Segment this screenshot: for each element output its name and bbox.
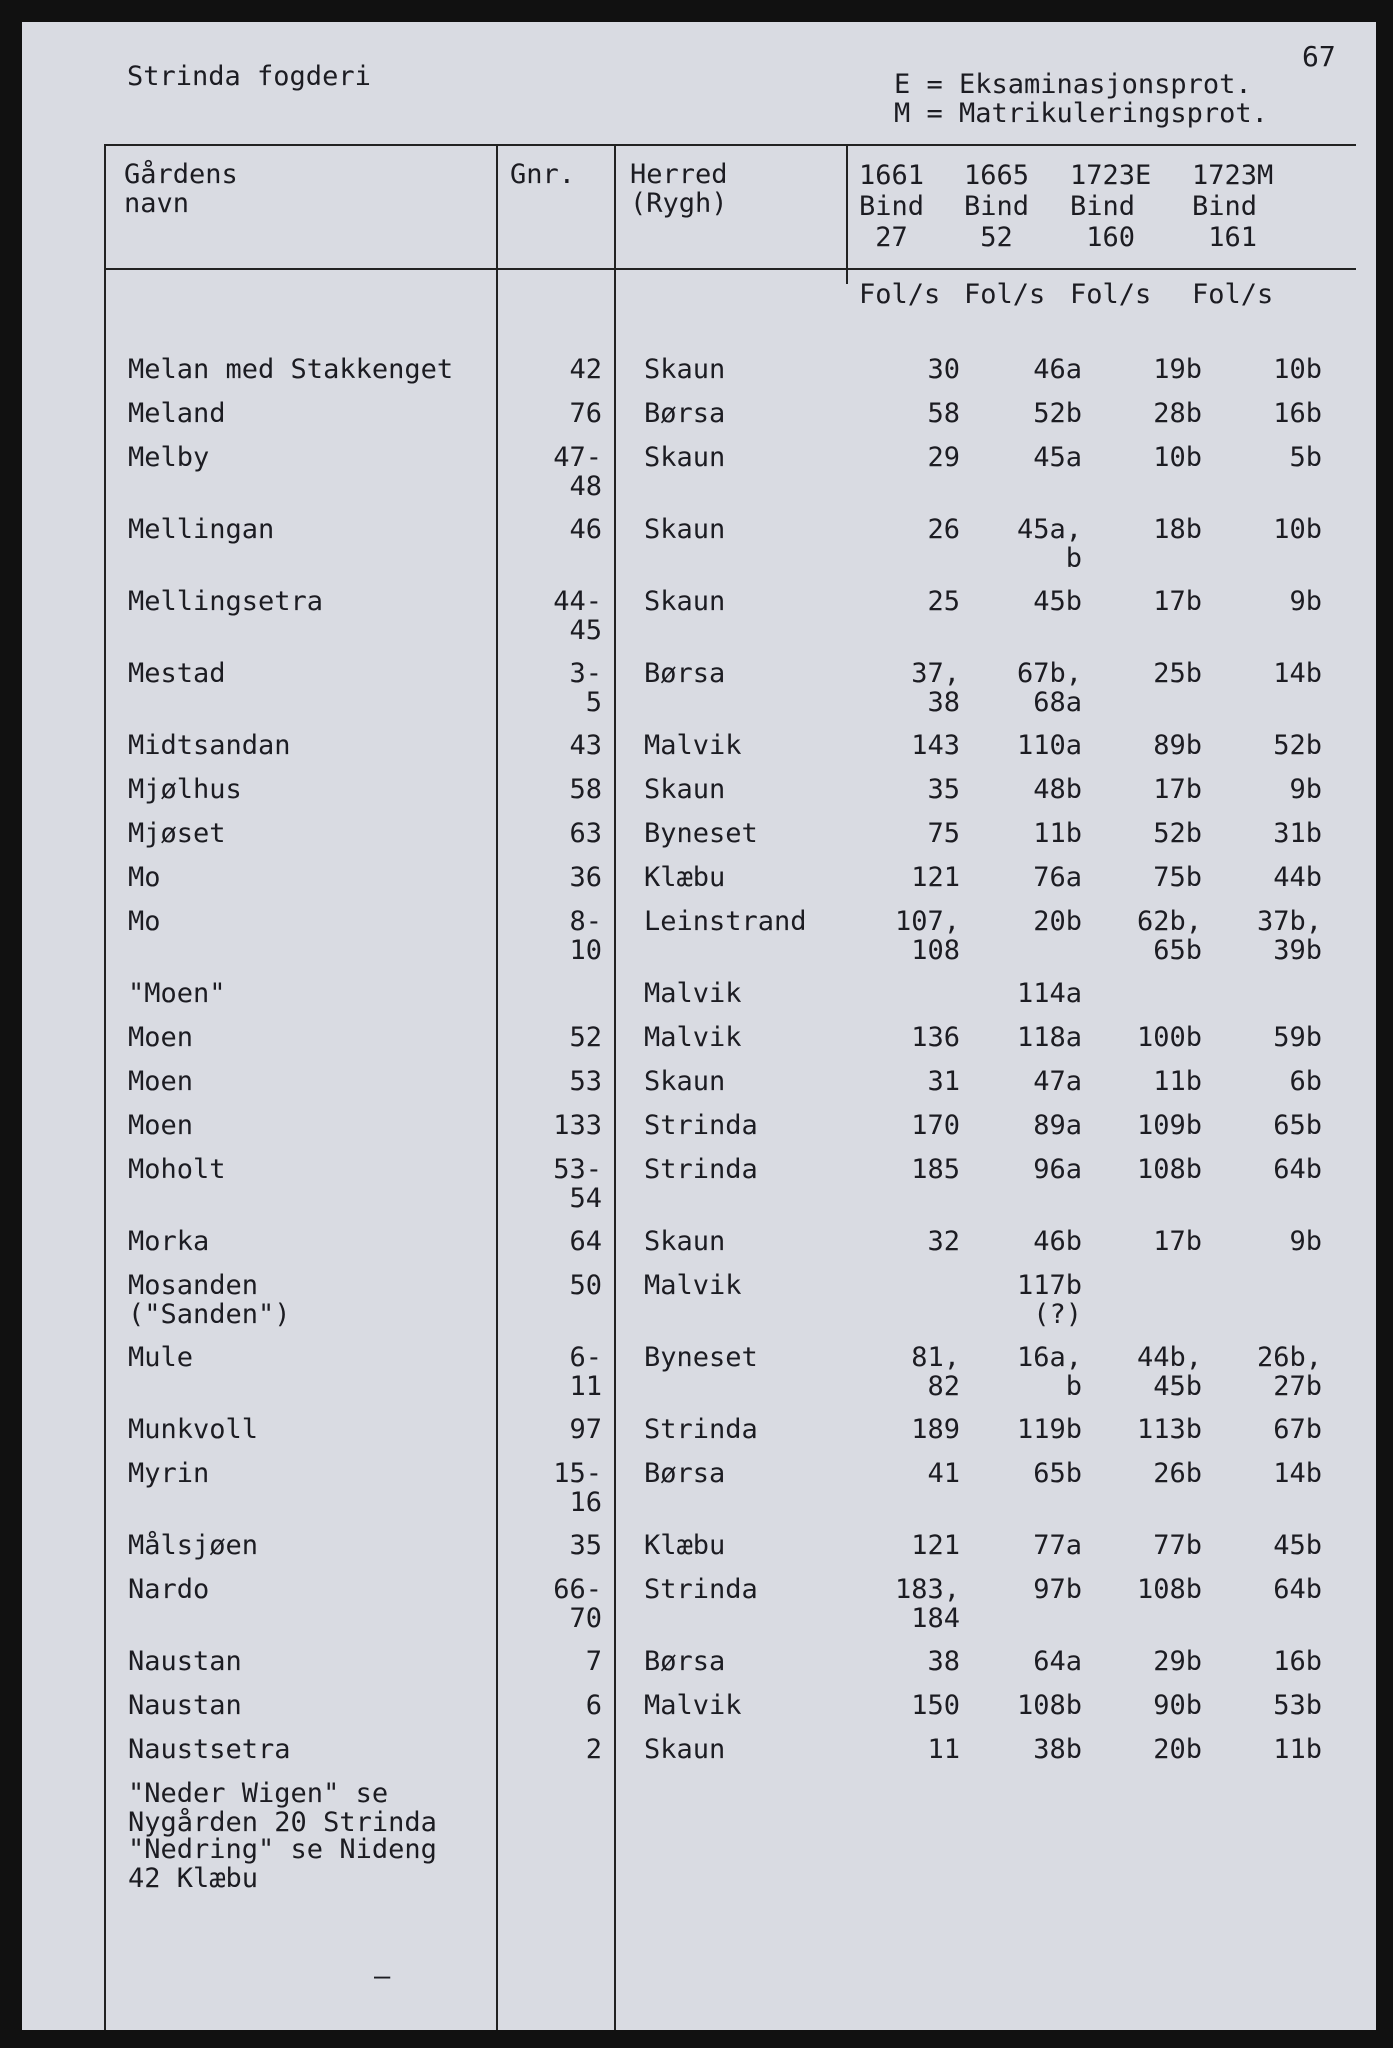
cell-gnr: 53 <box>569 1066 602 1097</box>
cell-herred: Børsa <box>644 658 726 689</box>
cell-gnr: 70 <box>569 1603 602 1634</box>
page-number: 67 <box>1302 40 1336 73</box>
cell-herred: Byneset <box>644 1342 758 1373</box>
cell-herred: Skaun <box>644 586 726 617</box>
header-1723m-number: 161 <box>1208 222 1258 253</box>
cell-fol-1661: 183, <box>894 1574 960 1605</box>
cell-fol-1665: 47a <box>1033 1066 1082 1097</box>
header-1723e-year: 1723E <box>1070 160 1152 191</box>
cell-fol-1723m: 6b <box>1289 1066 1322 1097</box>
cell-fol-1661: 184 <box>911 1603 960 1634</box>
cell-gnr: 64 <box>569 1226 602 1257</box>
cell-fol-1723e: 113b <box>1136 1414 1202 1445</box>
cell-fol-1661: 185 <box>911 1154 960 1185</box>
cell-fol-1665: 110a <box>1016 730 1082 761</box>
subheader-fol-1665: Fol/s <box>964 279 1046 310</box>
cell-fol-1661: 38 <box>927 687 960 718</box>
cell-fol-1661: 136 <box>911 1022 960 1053</box>
cell-fol-1723m: 64b <box>1273 1154 1322 1185</box>
cell-fol-1665: 64a <box>1033 1646 1082 1677</box>
cell-fol-1723m: 11b <box>1273 1734 1322 1765</box>
cell-gnr: 47- <box>553 442 602 473</box>
cell-fol-1723e: 77b <box>1153 1530 1202 1561</box>
header-1723m-bind: Bind <box>1192 191 1258 222</box>
cell-gnr: 43 <box>569 730 602 761</box>
cell-fol-1661: 37, <box>911 658 960 689</box>
cell-gnr: 46 <box>569 514 602 545</box>
header-1661-year: 1661 <box>859 160 925 191</box>
cell-fol-1661: 170 <box>911 1110 960 1141</box>
cell-name: Mo <box>128 906 161 937</box>
cell-fol-1665: 20b <box>1033 906 1082 937</box>
cell-gnr: 48 <box>569 471 602 502</box>
cell-fol-1723e: 17b <box>1153 774 1202 805</box>
cell-gnr: 50 <box>569 1270 602 1301</box>
cell-name: Naustan <box>128 1690 242 1721</box>
header-herred <box>630 160 728 218</box>
cell-gnr: 63 <box>569 818 602 849</box>
cell-herred: Skaun <box>644 774 726 805</box>
table-top-rule <box>104 144 1356 146</box>
cell-fol-1665: 76a <box>1033 862 1082 893</box>
cell-fol-1723e: 108b <box>1136 1574 1202 1605</box>
cell-herred: Strinda <box>644 1574 758 1605</box>
cell-fol-1661: 29 <box>927 442 960 473</box>
cell-herred: Strinda <box>644 1414 758 1445</box>
cell-name: Mule <box>128 1342 194 1373</box>
cell-fol-1661: 58 <box>927 398 960 429</box>
cell-gnr: 42 <box>569 354 602 385</box>
cell-herred: Børsa <box>644 398 726 429</box>
cell-fol-1723m: 10b <box>1273 514 1322 545</box>
cell-fol-1661: 30 <box>927 354 960 385</box>
cell-herred: Skaun <box>644 1734 726 1765</box>
cell-fol-1665: 65b <box>1033 1458 1082 1489</box>
cell-name: Mo <box>128 862 161 893</box>
cell-name: Mellingsetra <box>128 586 324 617</box>
cell-name: Moholt <box>128 1154 226 1185</box>
cell-fol-1665: 117b <box>1016 1270 1082 1301</box>
cell-fol-1665: 45a <box>1033 442 1082 473</box>
cell-name: Mjølhus <box>128 774 242 805</box>
cell-fol-1723m: 9b <box>1289 586 1322 617</box>
cell-herred: Byneset <box>644 818 758 849</box>
col-rule-folio <box>846 144 848 284</box>
cell-herred: Leinstrand <box>644 906 807 937</box>
cell-fol-1665: 48b <box>1033 774 1082 805</box>
cell-fol-1665: (?) <box>1033 1299 1082 1330</box>
cell-fol-1661: 189 <box>911 1414 960 1445</box>
cell-fol-1723e: 100b <box>1136 1022 1202 1053</box>
cell-fol-1661: 107, <box>894 906 960 937</box>
cell-fol-1665: 45a, <box>1016 514 1082 545</box>
cell-fol-1723e: 19b <box>1153 354 1202 385</box>
cell-fol-1661: 38 <box>927 1646 960 1677</box>
cell-gnr: 6 <box>585 1690 602 1721</box>
document-page <box>22 22 1376 2030</box>
cell-fol-1661: 121 <box>911 1530 960 1561</box>
cell-fol-1723m: 31b <box>1273 818 1322 849</box>
cell-name: Moen <box>128 1066 194 1097</box>
cell-fol-1723e: 109b <box>1136 1110 1202 1141</box>
cell-herred: Skaun <box>644 442 726 473</box>
header-1665-year: 1665 <box>964 160 1030 191</box>
cell-fol-1665: 68a <box>1033 687 1082 718</box>
cell-fol-1723m: 10b <box>1273 354 1322 385</box>
cell-name: Melan med Stakkenget <box>128 354 454 385</box>
cell-gnr: 3- <box>569 658 602 689</box>
cell-fol-1665: 45b <box>1033 586 1082 617</box>
cell-fol-1723m: 37b, <box>1256 906 1322 937</box>
cell-herred: Børsa <box>644 1458 726 1489</box>
cell-fol-1723m: 64b <box>1273 1574 1322 1605</box>
col-rule-gnr <box>496 144 498 2030</box>
dash-mark: – <box>374 1961 391 1992</box>
table-left-rule <box>104 144 106 2030</box>
cell-name: Naustsetra <box>128 1734 291 1765</box>
cell-fol-1723m: 14b <box>1273 1458 1322 1489</box>
header-1723m-year: 1723M <box>1192 160 1274 191</box>
cell-gnr: 76 <box>569 398 602 429</box>
cell-herred: Skaun <box>644 514 726 545</box>
cell-gnr: 97 <box>569 1414 602 1445</box>
header-name-line-2: navn <box>124 188 190 219</box>
cell-herred: Klæbu <box>644 862 726 893</box>
cell-fol-1723e: 45b <box>1153 1371 1202 1402</box>
cell-fol-1723e: 44b, <box>1136 1342 1202 1373</box>
cell-fol-1665: 11b <box>1033 818 1082 849</box>
cell-fol-1665: 118a <box>1016 1022 1082 1053</box>
cell-fol-1723m: 45b <box>1273 1530 1322 1561</box>
header-1665 <box>964 160 1029 253</box>
cell-fol-1665: 108b <box>1016 1690 1082 1721</box>
cell-fol-1665: 89a <box>1033 1110 1082 1141</box>
cell-herred: Strinda <box>644 1154 758 1185</box>
header-1661 <box>859 160 924 253</box>
cell-name: Mestad <box>128 658 226 689</box>
cell-name: ("Sanden") <box>128 1299 291 1330</box>
cell-fol-1665: 119b <box>1016 1414 1082 1445</box>
cell-fol-1723m: 39b <box>1273 935 1322 966</box>
cell-fol-1723e: 10b <box>1153 442 1202 473</box>
cell-fol-1665: b <box>1065 1371 1082 1402</box>
cell-fol-1723m: 53b <box>1273 1690 1322 1721</box>
header-1723e-bind: Bind <box>1070 191 1136 222</box>
cell-fol-1723m: 16b <box>1273 1646 1322 1677</box>
cell-name: Mjøset <box>128 818 226 849</box>
cell-fol-1665: 46a <box>1033 354 1082 385</box>
cell-fol-1723e: 75b <box>1153 862 1202 893</box>
cell-gnr: 16 <box>569 1487 602 1518</box>
cell-herred: Børsa <box>644 1646 726 1677</box>
cell-fol-1665: 67b, <box>1016 658 1082 689</box>
header-1665-bind: Bind <box>964 191 1030 222</box>
cell-gnr: 54 <box>569 1183 602 1214</box>
cell-fol-1723e: 17b <box>1153 1226 1202 1257</box>
cell-herred: Strinda <box>644 1110 758 1141</box>
header-herred-line-1: Herred <box>630 159 728 190</box>
cell-name: Moen <box>128 1022 194 1053</box>
cell-name: Nardo <box>128 1574 210 1605</box>
cell-fol-1723m: 65b <box>1273 1110 1322 1141</box>
header-name <box>124 160 238 218</box>
cell-herred: Malvik <box>644 1270 742 1301</box>
cell-fol-1723e: 28b <box>1153 398 1202 429</box>
cell-fol-1723e: 52b <box>1153 818 1202 849</box>
cell-name: Mosanden <box>128 1270 259 1301</box>
cell-gnr: 10 <box>569 935 602 966</box>
subheader-fol-1723e: Fol/s <box>1070 279 1152 310</box>
cell-name: Målsjøen <box>128 1530 259 1561</box>
cell-fol-1661: 35 <box>927 774 960 805</box>
cell-herred: Malvik <box>644 1690 742 1721</box>
cell-fol-1661: 11 <box>927 1734 960 1765</box>
header-left: Strinda fogderi <box>127 61 371 92</box>
cell-gnr: 11 <box>569 1371 602 1402</box>
header-1665-number: 52 <box>980 222 1013 253</box>
cell-fol-1665: 114a <box>1016 978 1082 1009</box>
cell-fol-1661: 32 <box>927 1226 960 1257</box>
cell-fol-1723m: 26b, <box>1256 1342 1322 1373</box>
cell-herred: Klæbu <box>644 1530 726 1561</box>
cell-fol-1665: 97b <box>1033 1574 1082 1605</box>
subheader-fol-1723m: Fol/s <box>1192 279 1274 310</box>
cell-fol-1723m: 27b <box>1273 1371 1322 1402</box>
cell-gnr: 36 <box>569 862 602 893</box>
cell-gnr: 35 <box>569 1530 602 1561</box>
cell-herred: Skaun <box>644 354 726 385</box>
header-1661-bind: Bind <box>859 191 925 222</box>
cell-fol-1661: 82 <box>927 1371 960 1402</box>
cell-name: 42 Klæbu <box>128 1863 259 1894</box>
cell-fol-1661: 143 <box>911 730 960 761</box>
cell-fol-1723e: 65b <box>1153 935 1202 966</box>
cell-fol-1723e: 89b <box>1153 730 1202 761</box>
subheader-fol-1661: Fol/s <box>859 279 941 310</box>
cell-gnr: 45 <box>569 615 602 646</box>
cell-name: Meland <box>128 398 226 429</box>
cell-fol-1661: 25 <box>927 586 960 617</box>
cell-fol-1665: 46b <box>1033 1226 1082 1257</box>
cell-name: "Nedring" se Nideng <box>128 1834 437 1865</box>
cell-fol-1723m: 44b <box>1273 862 1322 893</box>
cell-fol-1661: 108 <box>911 935 960 966</box>
cell-gnr: 5 <box>585 687 602 718</box>
cell-herred: Skaun <box>644 1226 726 1257</box>
cell-name: Myrin <box>128 1458 210 1489</box>
header-1661-number: 27 <box>875 222 908 253</box>
cell-fol-1723m: 9b <box>1289 774 1322 805</box>
cell-fol-1723e: 25b <box>1153 658 1202 689</box>
cell-herred: Malvik <box>644 1022 742 1053</box>
cell-fol-1723m: 59b <box>1273 1022 1322 1053</box>
cell-fol-1723e: 62b, <box>1136 906 1202 937</box>
cell-fol-1661: 121 <box>911 862 960 893</box>
cell-fol-1723m: 16b <box>1273 398 1322 429</box>
cell-gnr: 53- <box>553 1154 602 1185</box>
cell-fol-1723m: 14b <box>1273 658 1322 689</box>
cell-fol-1665: 16a, <box>1016 1342 1082 1373</box>
legend-line-1: E = Eksaminasjonsprot. <box>894 69 1252 100</box>
cell-name: "Neder Wigen" se <box>128 1778 389 1809</box>
cell-fol-1665: b <box>1065 543 1082 574</box>
cell-fol-1723e: 90b <box>1153 1690 1202 1721</box>
col-rule-herred <box>614 144 616 2030</box>
cell-fol-1661: 31 <box>927 1066 960 1097</box>
cell-gnr: 8- <box>569 906 602 937</box>
cell-fol-1661: 26 <box>927 514 960 545</box>
cell-name: Mellingan <box>128 514 275 545</box>
header-1723e <box>1070 160 1151 253</box>
cell-gnr: 52 <box>569 1022 602 1053</box>
header-name-line-1: Gårdens <box>124 159 238 190</box>
cell-fol-1723e: 17b <box>1153 586 1202 617</box>
cell-fol-1661: 81, <box>911 1342 960 1373</box>
cell-fol-1723m: 67b <box>1273 1414 1322 1445</box>
cell-fol-1665: 52b <box>1033 398 1082 429</box>
cell-herred: Malvik <box>644 978 742 1009</box>
cell-fol-1665: 96a <box>1033 1154 1082 1185</box>
cell-fol-1665: 77a <box>1033 1530 1082 1561</box>
cell-gnr: 66- <box>553 1574 602 1605</box>
cell-fol-1661: 150 <box>911 1690 960 1721</box>
header-bottom-rule <box>104 268 1356 270</box>
cell-fol-1723e: 18b <box>1153 514 1202 545</box>
cell-herred: Skaun <box>644 1066 726 1097</box>
cell-gnr: 2 <box>585 1734 602 1765</box>
cell-fol-1723m: 5b <box>1289 442 1322 473</box>
cell-name: Munkvoll <box>128 1414 259 1445</box>
cell-fol-1661: 41 <box>927 1458 960 1489</box>
cell-gnr: 7 <box>585 1646 602 1677</box>
cell-name: Naustan <box>128 1646 242 1677</box>
cell-fol-1723e: 108b <box>1136 1154 1202 1185</box>
cell-gnr: 15- <box>553 1458 602 1489</box>
cell-gnr: 44- <box>553 586 602 617</box>
cell-fol-1723e: 26b <box>1153 1458 1202 1489</box>
cell-fol-1723e: 11b <box>1153 1066 1202 1097</box>
cell-fol-1665: 38b <box>1033 1734 1082 1765</box>
cell-fol-1723e: 29b <box>1153 1646 1202 1677</box>
cell-name: Morka <box>128 1226 210 1257</box>
cell-fol-1723e: 20b <box>1153 1734 1202 1765</box>
cell-fol-1723m: 9b <box>1289 1226 1322 1257</box>
cell-herred: Malvik <box>644 730 742 761</box>
cell-gnr: 6- <box>569 1342 602 1373</box>
cell-name: Nygården 20 Strinda <box>128 1807 437 1838</box>
cell-fol-1661: 75 <box>927 818 960 849</box>
cell-name: Midtsandan <box>128 730 291 761</box>
header-gnr: Gnr. <box>510 159 576 190</box>
header-1723m <box>1192 160 1273 253</box>
header-herred-line-2: (Rygh) <box>630 188 728 219</box>
header-1723e-number: 160 <box>1086 222 1136 253</box>
cell-name: "Moen" <box>128 978 226 1009</box>
legend-line-2: M = Matrikuleringsprot. <box>894 98 1268 129</box>
cell-gnr: 133 <box>553 1110 602 1141</box>
cell-name: Melby <box>128 442 210 473</box>
cell-name: Moen <box>128 1110 194 1141</box>
cell-gnr: 58 <box>569 774 602 805</box>
cell-fol-1723m: 52b <box>1273 730 1322 761</box>
